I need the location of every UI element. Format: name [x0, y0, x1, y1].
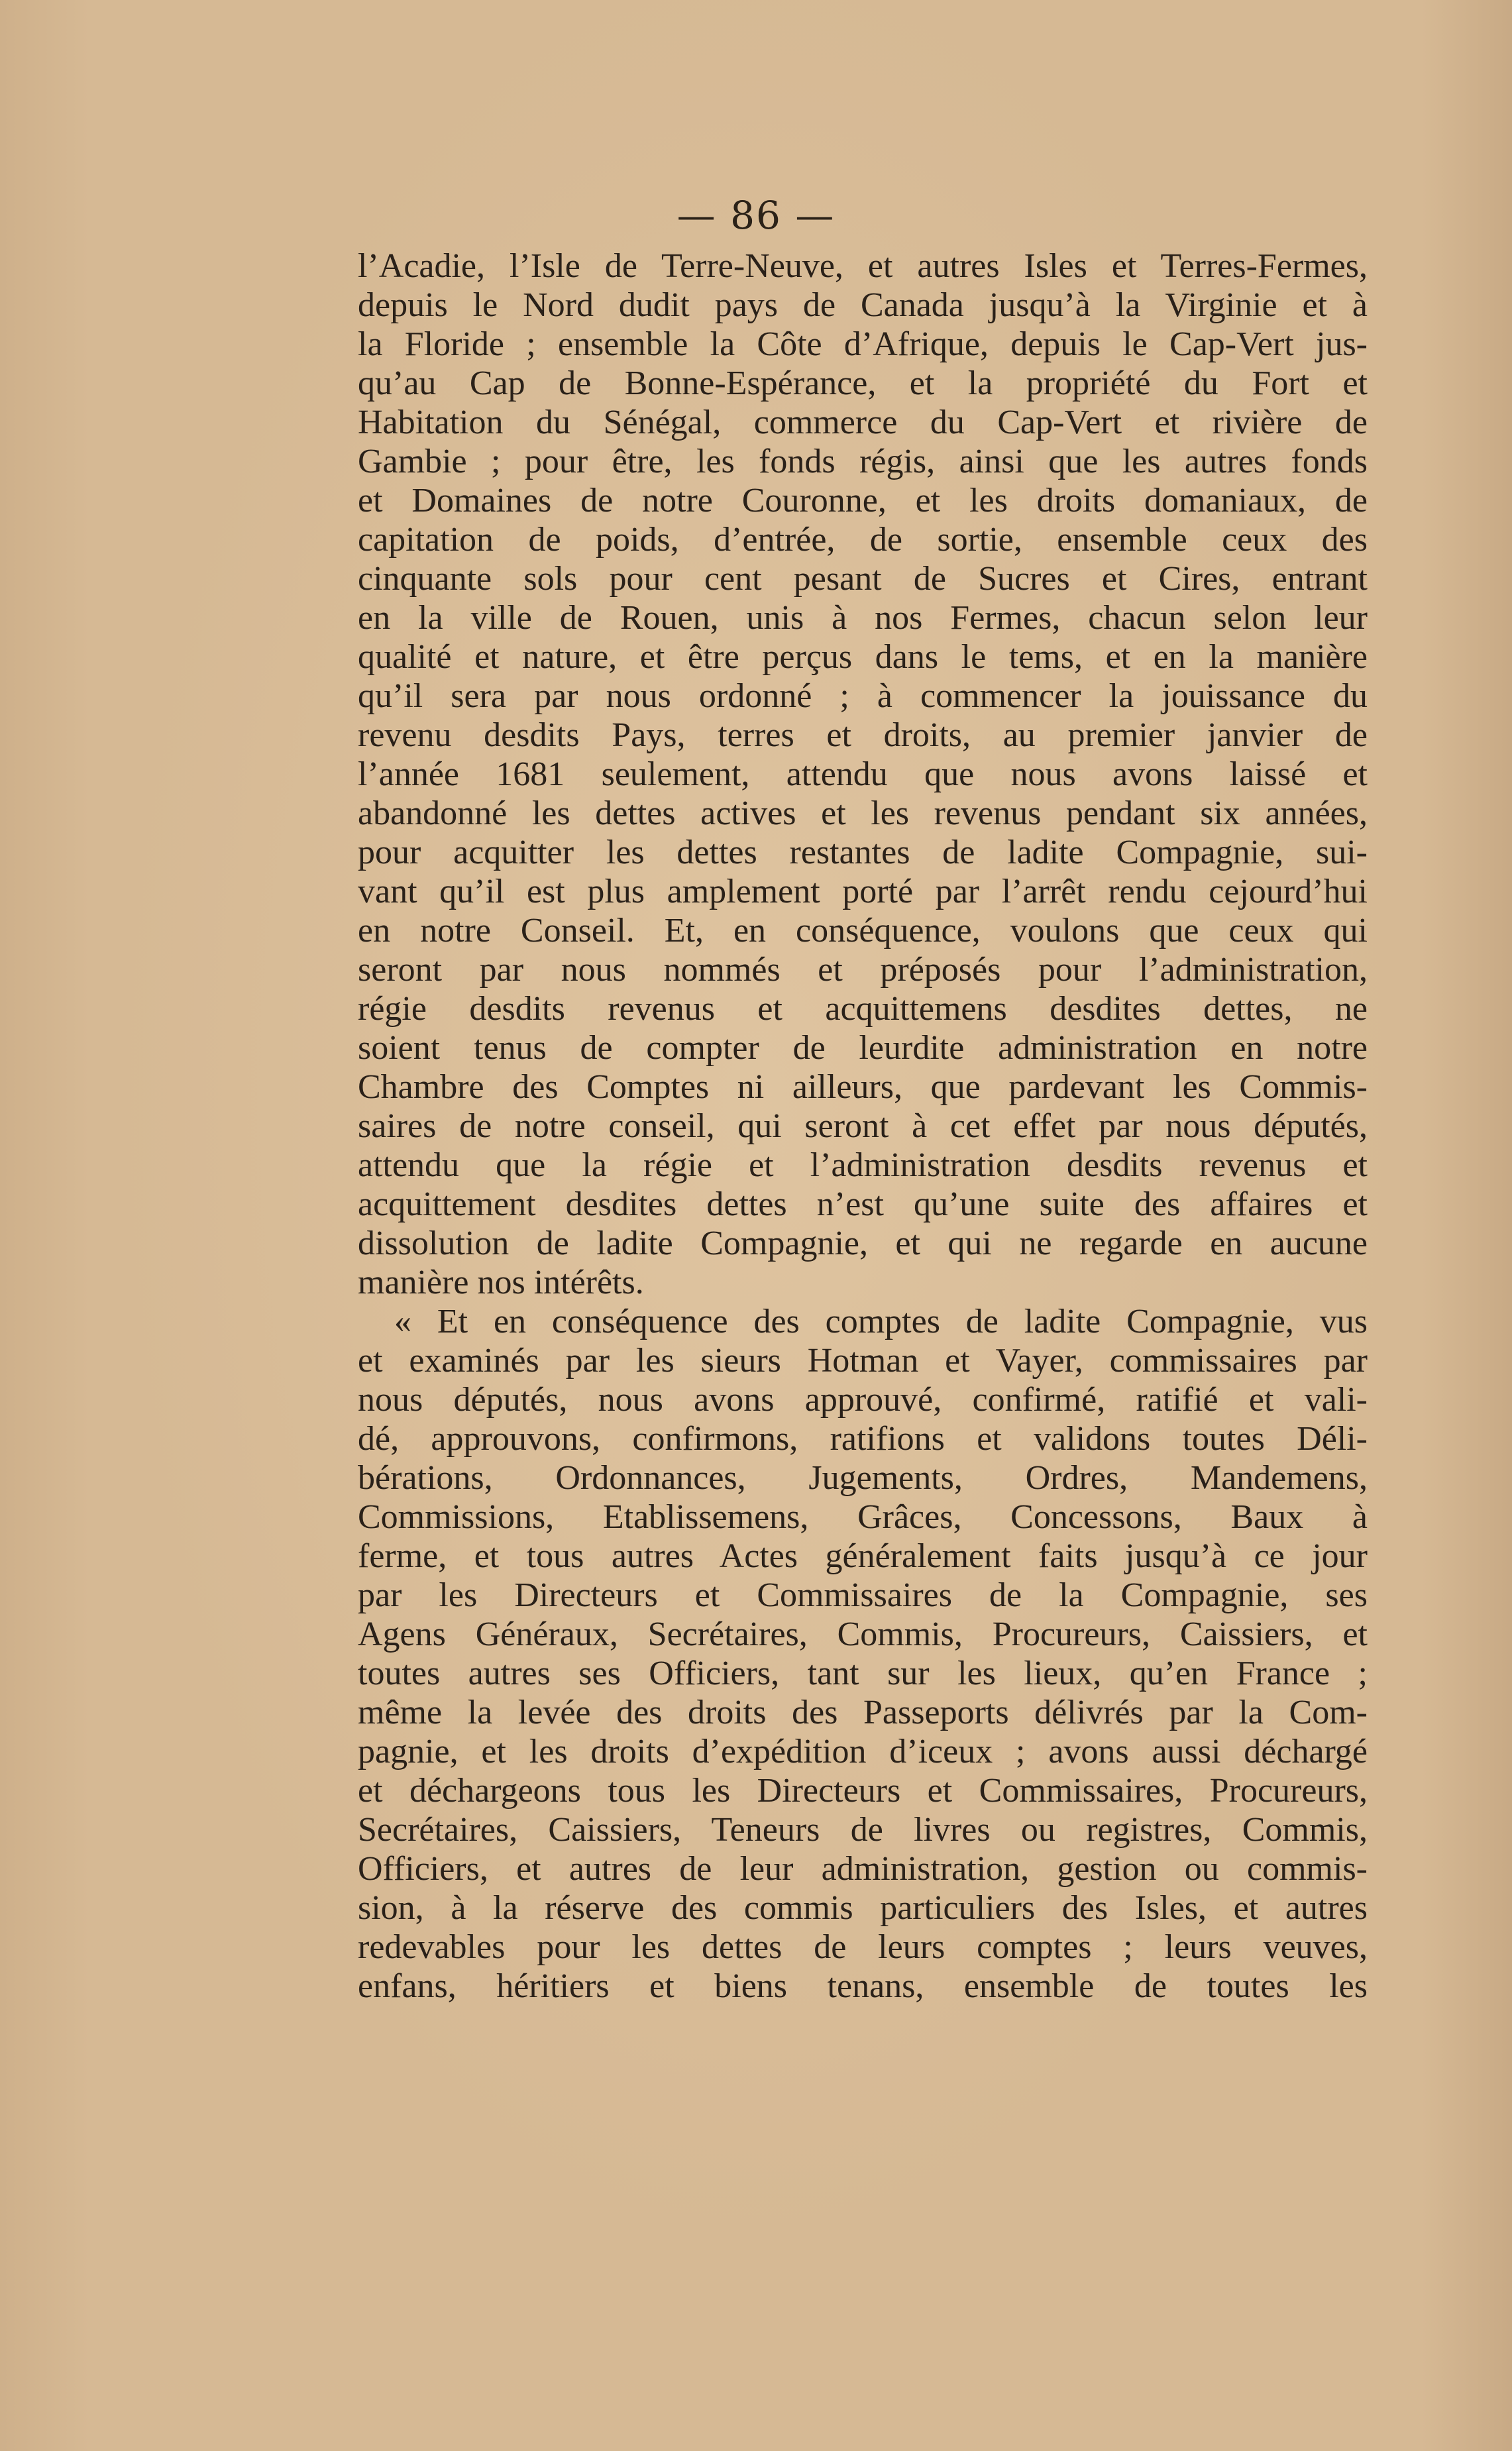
text-line: et déchargeons tous les Directeurs et Commissaires, Procureurs,	[358, 1772, 1368, 1810]
text-line: Commissions, Etablissemens, Grâces, Concessons, Baux à	[358, 1498, 1368, 1536]
text-line: régie desdits revenus et acquittemens desdites dettes, ne	[358, 990, 1368, 1028]
text-line: attendu que la régie et l’administration desdits revenus et	[358, 1146, 1368, 1184]
text-line: nous députés, nous avons approuvé, confirmé, ratifié et vali-	[358, 1381, 1368, 1419]
text-line: Chambre des Comptes ni ailleurs, que pardevant les Commis-	[358, 1068, 1368, 1106]
text-line: Officiers, et autres de leur administration, gestion ou commis-	[358, 1850, 1368, 1888]
text-line: en la ville de Rouen, unis à nos Fermes, chacun selon leur	[358, 599, 1368, 637]
text-line: capitation de poids, d’entrée, de sortie, ensemble ceux des	[358, 521, 1368, 559]
text-line: l’Acadie, l’Isle de Terre-Neuve, et autres Isles et Terres-Fermes,	[358, 247, 1368, 285]
text-line: seront par nous nommés et préposés pour l’administration,	[358, 951, 1368, 989]
text-line: qu’au Cap de Bonne-Espérance, et la propriété du Fort et	[358, 364, 1368, 402]
text-line: qu’il sera par nous ordonné ; à commencer la jouissance du	[358, 677, 1368, 715]
text-line: abandonné les dettes actives et les revenus pendant six années,	[358, 794, 1368, 832]
text-line: et Domaines de notre Couronne, et les droits domaniaux, de	[358, 482, 1368, 519]
text-line: par les Directeurs et Commissaires de la Compagnie, ses	[358, 1576, 1368, 1614]
text-line: Gambie ; pour être, les fonds régis, ainsi que les autres fonds	[358, 443, 1368, 480]
text-line: Habitation du Sénégal, commerce du Cap-Vert et rivière de	[358, 404, 1368, 441]
text-line: saires de notre conseil, qui seront à cet effet par nous députés,	[358, 1107, 1368, 1145]
text-line: revenu desdits Pays, terres et droits, au premier janvier de	[358, 716, 1368, 754]
text-line: redevables pour les dettes de leurs comptes ; leurs veuves,	[358, 1928, 1368, 1966]
text-line: Agens Généraux, Secrétaires, Commis, Procureurs, Caissiers, et	[358, 1615, 1368, 1653]
text-line: l’année 1681 seulement, attendu que nous avons laissé et	[358, 755, 1368, 793]
text-line: depuis le Nord dudit pays de Canada jusqu’à la Virginie et à	[358, 286, 1368, 324]
text-line: bérations, Ordonnances, Jugements, Ordres, Mandemens,	[358, 1459, 1368, 1497]
body-text	[358, 246, 1368, 2006]
text-line: sion, à la réserve des commis particuliers des Isles, et autres	[358, 1889, 1368, 1927]
text-line: même la levée des droits des Passeports délivrés par la Com-	[358, 1694, 1368, 1731]
text-line: en notre Conseil. Et, en conséquence, voulons que ceux qui	[358, 912, 1368, 950]
text-line: enfans, héritiers et biens tenans, ensemble de toutes les	[358, 1967, 1368, 2005]
page-number: — 86 —	[676, 193, 836, 238]
text-line: ferme, et tous autres Actes généralement faits jusqu’à ce jour	[358, 1537, 1368, 1575]
text-line: soient tenus de compter de leurdite administration en notre	[358, 1029, 1368, 1067]
paragraph-start-line: « Et en conséquence des comptes de ladite Compagnie, vus	[394, 1303, 1368, 1340]
text-line: dé, approuvons, confirmons, ratifions et validons toutes Déli-	[358, 1420, 1368, 1458]
text-line: Secrétaires, Caissiers, Teneurs de livres ou registres, Commis,	[358, 1811, 1368, 1849]
text-line: acquittement desdites dettes n’est qu’une suite des affaires et	[358, 1185, 1368, 1223]
text-line: et examinés par les sieurs Hotman et Vayer, commissaires par	[358, 1342, 1368, 1380]
text-line: qualité et nature, et être perçus dans le tems, et en la manière	[358, 638, 1368, 676]
text-line: vant qu’il est plus amplement porté par l’arrêt rendu cejourd’hui	[358, 873, 1368, 910]
text-line: pagnie, et les droits d’expédition d’iceux ; avons aussi déchargé	[358, 1733, 1368, 1770]
paragraph-end-line: manière nos intérêts.	[358, 1264, 644, 1301]
text-line: la Floride ; ensemble la Côte d’Afrique, depuis le Cap-Vert jus-	[358, 325, 1368, 363]
text-line: dissolution de ladite Compagnie, et qui ne regarde en aucune	[358, 1225, 1368, 1262]
text-line: cinquante sols pour cent pesant de Sucres et Cires, entrant	[358, 560, 1368, 598]
text-line: toutes autres ses Officiers, tant sur les lieux, qu’en France ;	[358, 1655, 1368, 1692]
text-line: pour acquitter les dettes restantes de ladite Compagnie, sui-	[358, 834, 1368, 871]
